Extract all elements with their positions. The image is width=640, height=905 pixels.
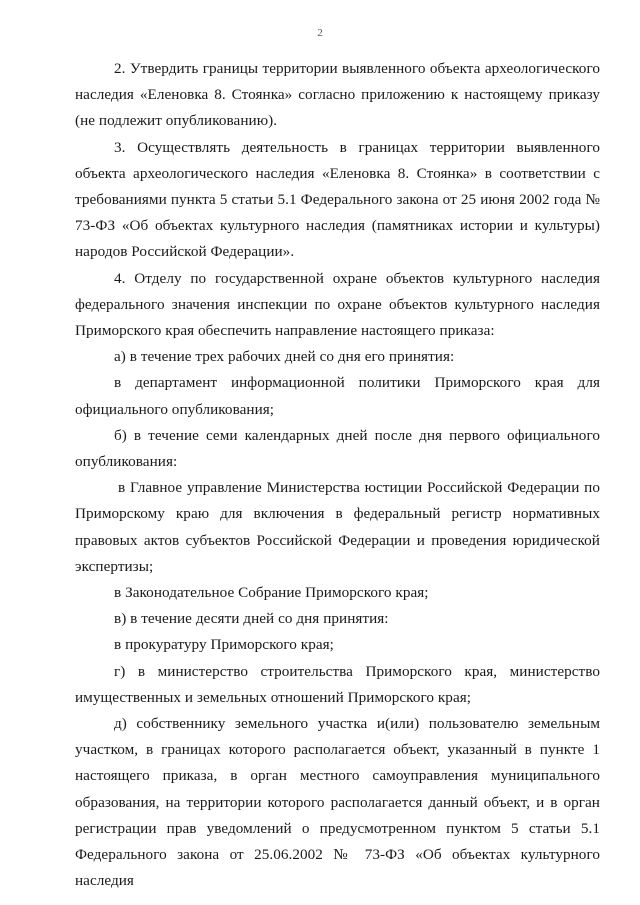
paragraph-recipient-info-policy: в департамент информационной политики Приморского края для официального опубликования; (75, 374, 600, 418)
paragraph-subitem-a: а) в течение трех рабочих дней со дня его принятия: (114, 348, 455, 366)
paragraph-item-3: 3. Осуществлять деятельность в границах территории выявленного объекта археологического наследия «Еленовка 8. Стоянка» в соответствии с требованиями пункта 5 статьи 5.1 Федерального закона от 25 июня 2002 года № 73-ФЗ «Об объектах культурного наследия (памятниках истории и культуры) народов Российской Федерации». (75, 138, 600, 261)
paragraph-subitem-b: б) в течение семи календарных дней после дня первого официального опубликования: (75, 426, 600, 471)
paragraph-subitem-v: в) в течение десяти дней со дня принятия: (114, 610, 389, 628)
document-body (75, 56, 600, 895)
paragraph-item-2: 2. Утвердить границы территории выявленного объекта археологического наследия «Еленовка 8. Стоянка» согласно приложению к настоящему приказу (не подлежит опубликованию). (75, 60, 600, 130)
paragraph-recipient-ministry-justice: в Главное управление Министерства юстиции Российской Федерации по Приморскому краю для включения в федеральный регистр нормативных правовых актов субъектов Российской Федерации и проведения юридической экспертизы; (75, 479, 600, 575)
page-number: 2 (317, 27, 323, 39)
paragraph-subitem-g: г) в министерство строительства Приморского края, министерство имущественных и земельных отношений Приморского края; (75, 662, 600, 706)
paragraph-recipient-legislative-assembly: в Законодательное Собрание Приморского края; (114, 584, 429, 602)
paragraph-recipient-prosecutor: в прокуратуру Приморского края; (114, 636, 334, 654)
paragraph-subitem-d: д) собственнику земельного участка и(или) пользователю земельным участком, в границах которого располагается объект, указанный в пункте 1 настоящего приказа, в орган местного самоуправления муниципального образования, на территории которого располагается данный объект, и в орган регистрации прав уведомлений о предусмотренном пунктом 5 статьи 5.1 Федерального закона от 25.06.2002 № 73-ФЗ «Об объектах культурного наследия (75, 715, 600, 890)
paragraph-item-4: 4. Отделу по государственной охране объектов культурного наследия федерального значения инспекции по охране объектов культурного наследия Приморского края обеспечить направление настоящего приказа: (75, 269, 600, 340)
